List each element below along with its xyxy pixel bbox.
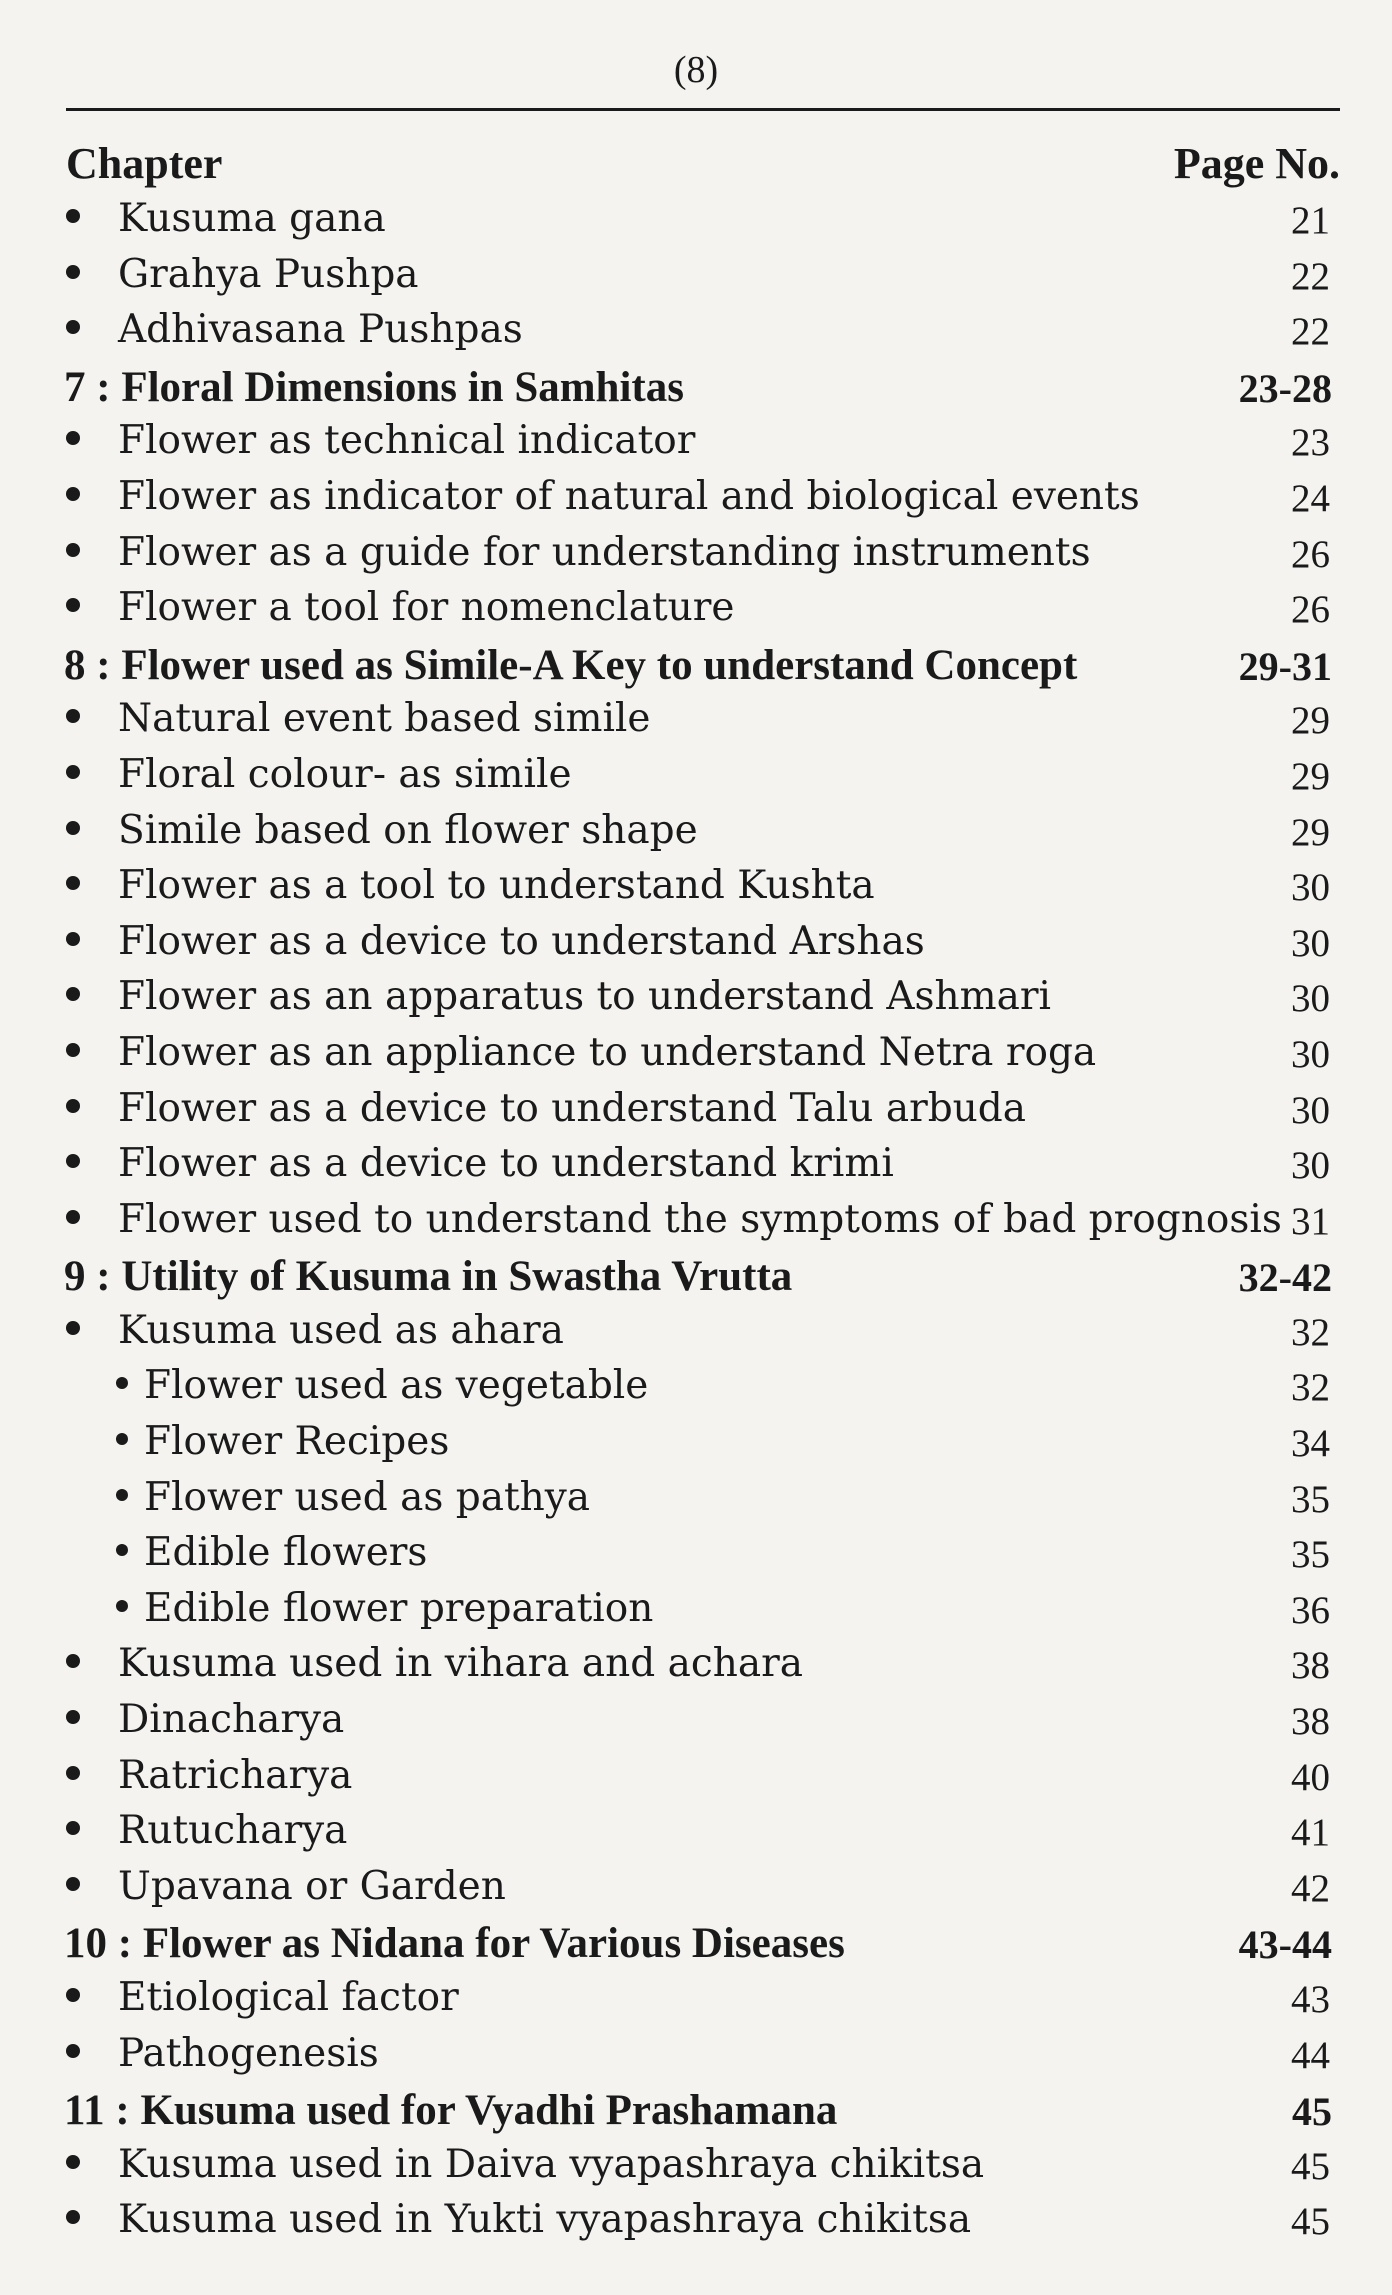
entry-page-number: 29 <box>1291 754 1330 798</box>
bullet-icon <box>66 1654 80 1668</box>
toc-entry-row <box>0 472 1392 528</box>
bullet-icon <box>66 1321 80 1335</box>
bullet-icon <box>66 598 80 612</box>
toc-entry-row <box>0 305 1392 361</box>
entry-page-number: 30 <box>1291 1032 1330 1076</box>
entry-page-number: 38 <box>1291 1644 1330 1688</box>
toc-entry-row <box>0 2195 1392 2251</box>
toc-entry-row <box>0 1751 1392 1807</box>
bullet-icon <box>116 1377 128 1389</box>
toc-entry-row <box>0 1473 1392 1529</box>
bullet-icon <box>66 821 80 835</box>
entry-page-number: 29 <box>1291 810 1330 854</box>
toc-entry-row <box>0 1806 1392 1862</box>
entry-page-number: 32 <box>1291 1366 1330 1410</box>
chapter-column-label: Chapter <box>66 139 223 188</box>
entry-page-number: 41 <box>1291 1811 1330 1855</box>
entry-title: Flower used as pathya <box>144 1474 591 1520</box>
toc-entry-row <box>0 1973 1392 2029</box>
entry-title: Pathogenesis <box>118 2030 379 2076</box>
toc-entry-row <box>0 1417 1392 1473</box>
bullet-icon <box>66 709 80 723</box>
entry-page-number: 32-42 <box>1238 1255 1332 1301</box>
entry-page-number: 38 <box>1291 1700 1330 1744</box>
bullet-icon <box>116 1544 128 1556</box>
bullet-icon <box>66 1710 80 1724</box>
bullet-icon <box>66 2044 80 2058</box>
entry-title: Rutucharya <box>118 1808 348 1854</box>
page-column-label: Page No. <box>1173 139 1340 188</box>
toc-entry-row <box>0 1862 1392 1918</box>
entry-page-number: 31 <box>1291 1199 1330 1243</box>
entry-title: Flower used to understand the symptoms of bad prognosis <box>118 1196 1282 1242</box>
bullet-icon <box>66 265 80 279</box>
entry-page-number: 45 <box>1291 2144 1330 2188</box>
bullet-icon <box>66 1210 80 1224</box>
entry-page-number: 45 <box>1292 2089 1332 2135</box>
entry-page-number: 30 <box>1291 1144 1330 1188</box>
entry-title: Flower as an appliance to understand Netra roga <box>118 1029 1097 1075</box>
entry-title: Flower as a device to understand krimi <box>118 1141 894 1187</box>
toc-chapter-row <box>0 1917 1392 1973</box>
entry-title: Edible flower preparation <box>144 1585 654 1631</box>
entry-title: Flower as a guide for understanding instruments <box>118 529 1091 575</box>
toc-entry-row <box>0 528 1392 584</box>
entry-page-number: 35 <box>1291 1533 1330 1577</box>
entry-title: Flower as indicator of natural and biological events <box>118 473 1140 519</box>
entry-title: Dinacharya <box>118 1697 345 1743</box>
bullet-icon <box>66 987 80 1001</box>
entry-page-number: 29-31 <box>1238 643 1332 689</box>
toc-chapter-row <box>0 639 1392 695</box>
toc-entry-row <box>0 1361 1392 1417</box>
toc-entry-row <box>0 972 1392 1028</box>
entry-title: Flower as a tool to understand Kushta <box>118 863 875 909</box>
bullet-icon <box>116 1600 128 1612</box>
entry-page-number: 43 <box>1291 1978 1330 2021</box>
entry-page-number: 40 <box>1291 1755 1330 1799</box>
entry-page-number: 36 <box>1291 1588 1330 1632</box>
header-rule <box>66 108 1340 111</box>
entry-page-number: 29 <box>1291 699 1330 743</box>
entry-title: Flower as a device to understand Arshas <box>118 918 925 964</box>
bullet-icon <box>66 1877 80 1891</box>
bullet-icon <box>116 1489 128 1501</box>
entry-page-number: 30 <box>1291 977 1330 1021</box>
toc-entry-row <box>0 694 1392 750</box>
bullet-icon <box>66 1154 80 1168</box>
toc-entry-row <box>0 1639 1392 1695</box>
entry-page-number: 21 <box>1291 199 1330 242</box>
bullet-icon <box>66 1988 80 2002</box>
entry-title: Kusuma used in vihara and achara <box>118 1641 803 1687</box>
bullet-icon <box>66 2155 80 2169</box>
toc-chapter-row <box>0 361 1392 417</box>
chapter-title: 8 : Flower used as Simile-A Key to understand Concept <box>64 641 1078 689</box>
toc-entry-row <box>0 806 1392 862</box>
bullet-icon <box>66 1043 80 1057</box>
entry-page-number: 30 <box>1291 1088 1330 1132</box>
bullet-icon <box>66 431 80 445</box>
bullet-icon <box>66 765 80 779</box>
entry-page-number: 34 <box>1291 1422 1330 1466</box>
entry-page-number: 45 <box>1291 2200 1330 2244</box>
entry-page-number: 30 <box>1291 866 1330 910</box>
entry-title: Flower Recipes <box>144 1419 450 1465</box>
entry-title: Flower as technical indicator <box>118 418 696 464</box>
entry-title: Flower used as vegetable <box>144 1363 649 1409</box>
entry-title: Kusuma used in Daiva vyapashraya chikitsa <box>118 2141 985 2187</box>
entry-page-number: 24 <box>1291 476 1330 520</box>
toc-entry-row <box>0 1028 1392 1084</box>
chapter-title: 10 : Flower as Nidana for Various Diseases <box>64 1920 845 1968</box>
bullet-icon <box>66 1821 80 1835</box>
entry-title: Ratricharya <box>118 1752 353 1798</box>
bullet-icon <box>66 487 80 501</box>
entry-title: Kusuma used in Yukti vyapashraya chikitsa <box>118 2197 972 2243</box>
toc-entry-row <box>0 416 1392 472</box>
entry-title: Etiological factor <box>118 1975 459 2020</box>
toc-entry-row <box>0 583 1392 639</box>
entry-title: Floral colour- as simile <box>118 751 572 797</box>
chapter-title: 9 : Utility of Kusuma in Swastha Vrutta <box>64 1253 793 1301</box>
toc-entry-row <box>0 2140 1392 2196</box>
entry-page-number: 44 <box>1291 2033 1330 2077</box>
entry-title: Natural event based simile <box>118 696 651 742</box>
bullet-icon <box>66 1099 80 1113</box>
entry-title: Flower a tool for nomenclature <box>118 585 735 631</box>
toc-entry-row <box>0 917 1392 973</box>
toc-chapter-row <box>0 1250 1392 1306</box>
toc-chapter-row <box>0 2084 1392 2140</box>
entry-title: Kusuma gana <box>118 196 386 241</box>
entry-title: Grahya Pushpa <box>118 251 419 297</box>
toc-entry-row <box>0 1584 1392 1640</box>
entry-page-number: 30 <box>1291 921 1330 965</box>
toc-entry-row <box>0 1528 1392 1584</box>
entry-page-number: 22 <box>1291 254 1330 298</box>
entry-page-number: 26 <box>1291 532 1330 576</box>
entry-page-number: 43-44 <box>1238 1922 1332 1968</box>
entry-title: Upavana or Garden <box>118 1863 506 1909</box>
toc-entry-row <box>0 1195 1392 1251</box>
entry-page-number: 26 <box>1291 588 1330 632</box>
bullet-icon <box>66 2210 80 2224</box>
entry-title: Simile based on flower shape <box>118 807 698 853</box>
entry-title: Adhivasana Pushpas <box>118 307 523 353</box>
entry-title: Flower as a device to understand Talu arbuda <box>118 1085 1027 1131</box>
entry-title: Flower as an apparatus to understand Ashmari <box>118 974 1052 1020</box>
entry-page-number: 32 <box>1291 1310 1330 1354</box>
toc-entry-row <box>0 750 1392 806</box>
bullet-icon <box>66 932 80 946</box>
chapter-title: 11 : Kusuma used for Vyadhi Prashamana <box>64 2087 838 2135</box>
entry-page-number: 22 <box>1291 310 1330 354</box>
entry-page-number: 35 <box>1291 1477 1330 1521</box>
toc-entry-row <box>0 1139 1392 1195</box>
toc-list <box>0 194 1392 2251</box>
entry-page-number: 42 <box>1291 1866 1330 1910</box>
bullet-icon <box>66 543 80 557</box>
toc-entry-row <box>0 1084 1392 1140</box>
toc-header <box>66 138 1340 194</box>
toc-entry-row <box>0 2029 1392 2085</box>
bullet-icon <box>66 1766 80 1780</box>
page-number: (8) <box>673 49 719 91</box>
toc-entry-row <box>0 194 1392 250</box>
entry-title: Kusuma used as ahara <box>118 1307 564 1353</box>
entry-page-number: 23-28 <box>1238 365 1332 411</box>
bullet-icon <box>116 1433 128 1445</box>
toc-entry-row <box>0 1695 1392 1751</box>
toc-entry-row <box>0 1306 1392 1362</box>
entry-page-number: 23 <box>1291 421 1330 465</box>
chapter-title: 7 : Floral Dimensions in Samhitas <box>64 363 684 411</box>
bullet-icon <box>66 320 80 334</box>
bullet-icon <box>66 876 80 890</box>
entry-title: Edible flowers <box>144 1530 428 1576</box>
toc-entry-row <box>0 861 1392 917</box>
bullet-icon <box>66 209 80 223</box>
toc-entry-row <box>0 250 1392 306</box>
